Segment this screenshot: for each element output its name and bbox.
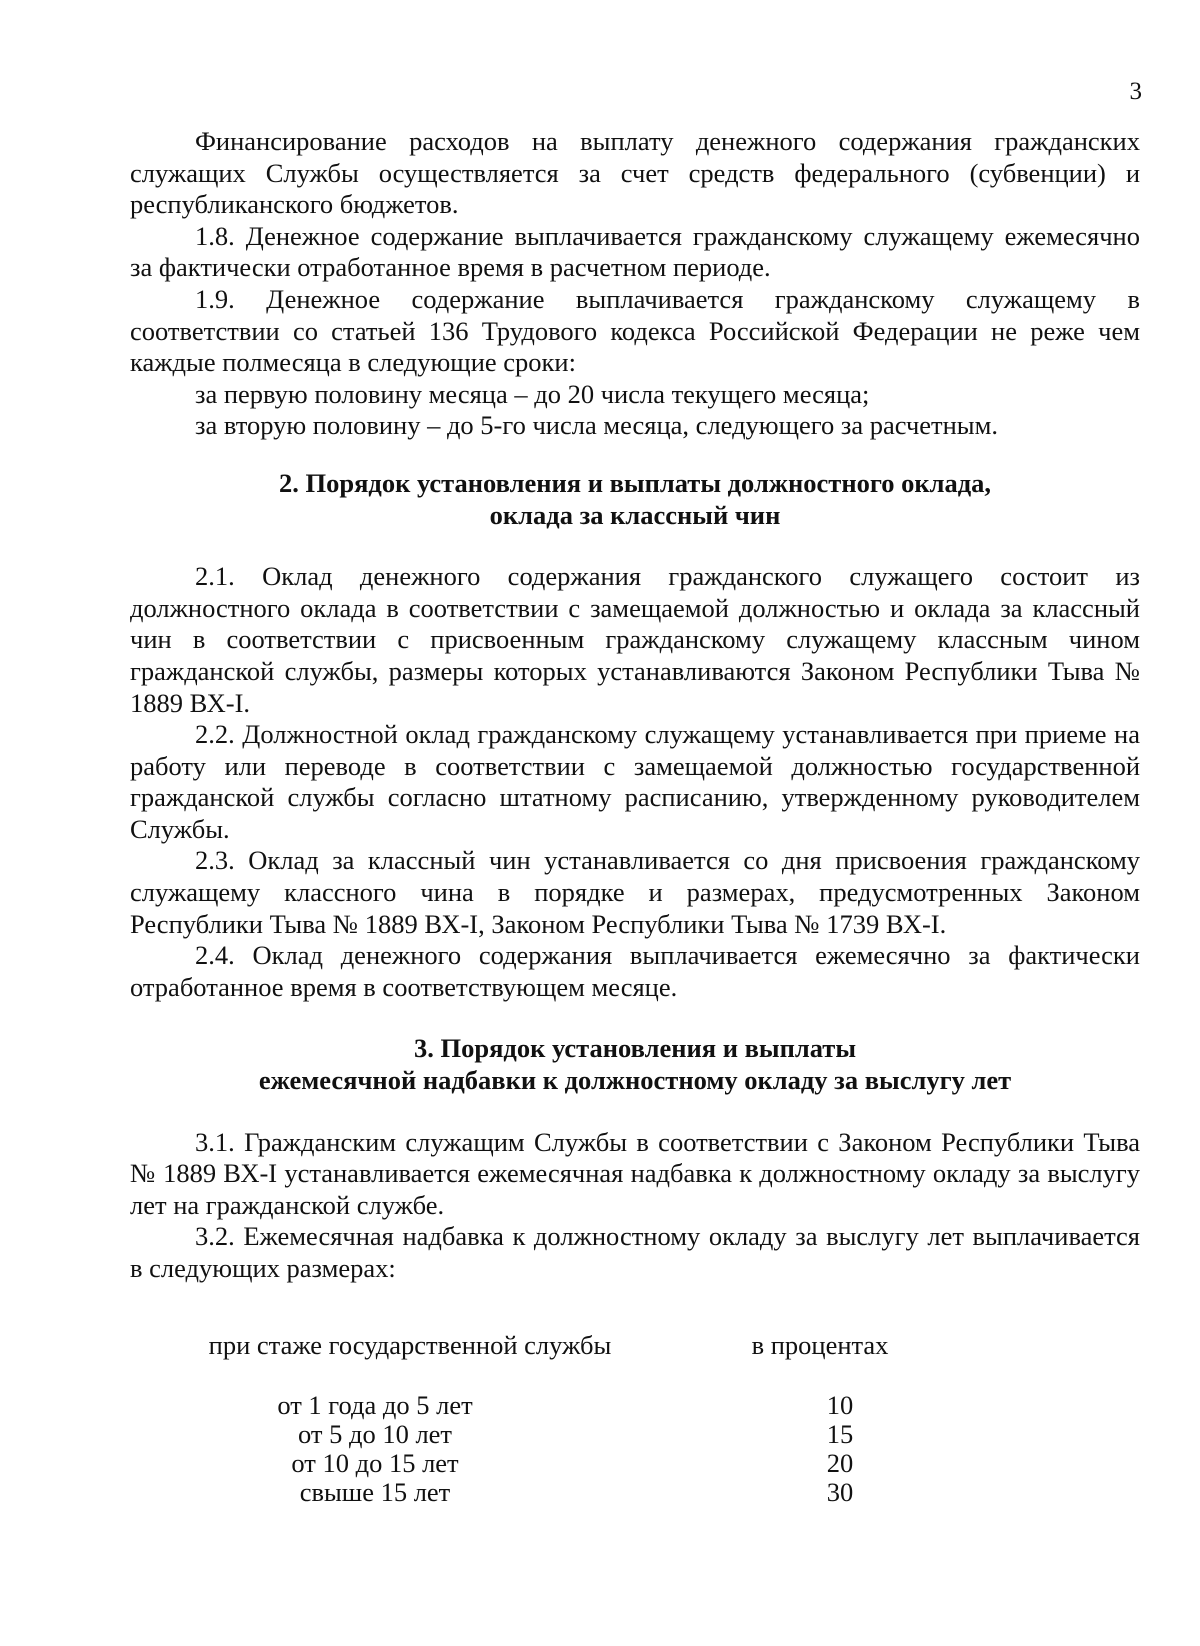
table-row [130,1391,1140,1420]
section-3-title-line-2: ежемесячной надбавки к должностному окладу за выслугу лет [258,1065,1012,1096]
table-cell-period: от 1 года до 5 лет [277,1389,473,1420]
section-3-heading [130,1033,1140,1096]
section-3-title-line-1: 3. Порядок установления и выплаты [413,1033,857,1064]
table-row [130,1478,1140,1507]
section-2-heading [130,468,1140,531]
table-cell-percent: 30 [826,1476,854,1507]
table-cell-percent: 15 [826,1418,854,1449]
section-2-title-line-2: оклада за классный чин [489,499,781,530]
table-row [130,1420,1140,1449]
table-header-percent: в процентах [751,1329,889,1360]
table-cell-period: свыше 15 лет [299,1476,451,1507]
paragraph-2-4: 2.4. Оклад денежного содержания выплачивается ежемесячно за фактически отработанное время в соответствующем месяце. [130,940,1140,1002]
section-2-title-line-1: 2. Порядок установления и выплаты должностного оклада, [278,467,992,498]
paragraph-financing: Финансирование расходов на выплату денежного содержания гражданских служащих Службы осуществляется за счет средств федерального (субвенции) и республиканского бюджетов. [130,126,1140,220]
table-header [130,1329,1140,1361]
table-row [130,1449,1140,1478]
table-cell-percent: 10 [826,1389,854,1420]
term-first-half: за первую половину месяца – до 20 числа текущего месяца; [195,378,870,409]
seniority-table [130,1329,1140,1507]
page-number: 3 [1129,78,1142,105]
table-cell-period: от 10 до 15 лет [291,1447,459,1478]
table-cell-period: от 5 до 10 лет [297,1418,453,1449]
paragraph-1-8: 1.8. Денежное содержание выплачивается гражданскому служащему ежемесячно за фактически отработанное время в расчетном периоде. [130,220,1140,283]
paragraph-2-1: 2.1. Оклад денежного содержания гражданского служащего состоит из должностного оклада в соответствии с замещаемой должностью и оклада за классный чин в соответствии с присвоенным гражданскому служащему классным чином гражданской службы, размеры которых устанавливаются Законом Республики Тыва № 1889 ВХ-I. [130,561,1140,718]
term-second-half: за вторую половину – до 5-го числа месяца, следующего за расчетным. [195,410,999,441]
paragraph-3-1: 3.1. Гражданским служащим Службы в соответствии с Законом Республики Тыва № 1889 ВХ-I устанавливается ежемесячная надбавка к должностному окладу за выслугу лет на гражданской службе. [130,1126,1140,1220]
table-body [130,1391,1140,1507]
paragraph-2-3: 2.3. Оклад за классный чин устанавливается со дня присвоения гражданскому служащему классного чина в порядке и размерах, предусмотренных Законом Республики Тыва № 1889 ВХ-I, Законом Республики Тыва № 1739 ВХ-I. [130,845,1140,939]
paragraph-2-2: 2.2. Должностной оклад гражданскому служащему устанавливается при приеме на работу или переводе в соответствии с замещаемой должностью государственной гражданской службы согласно штатному расписанию, утвержденному руководителем Службы. [130,719,1140,844]
paragraph-3-2: 3.2. Ежемесячная надбавка к должностному окладу за выслугу лет выплачивается в следующих размерах: [130,1221,1140,1283]
paragraph-1-9: 1.9. Денежное содержание выплачивается гражданскому служащему в соответствии со статьей 136 Трудового кодекса Российской Федерации не реже чем каждые полмесяца в следующие сроки: [130,283,1140,378]
table-header-period: при стаже государственной службы [208,1329,612,1360]
table-cell-percent: 20 [826,1447,854,1478]
document-body [130,126,1140,1507]
